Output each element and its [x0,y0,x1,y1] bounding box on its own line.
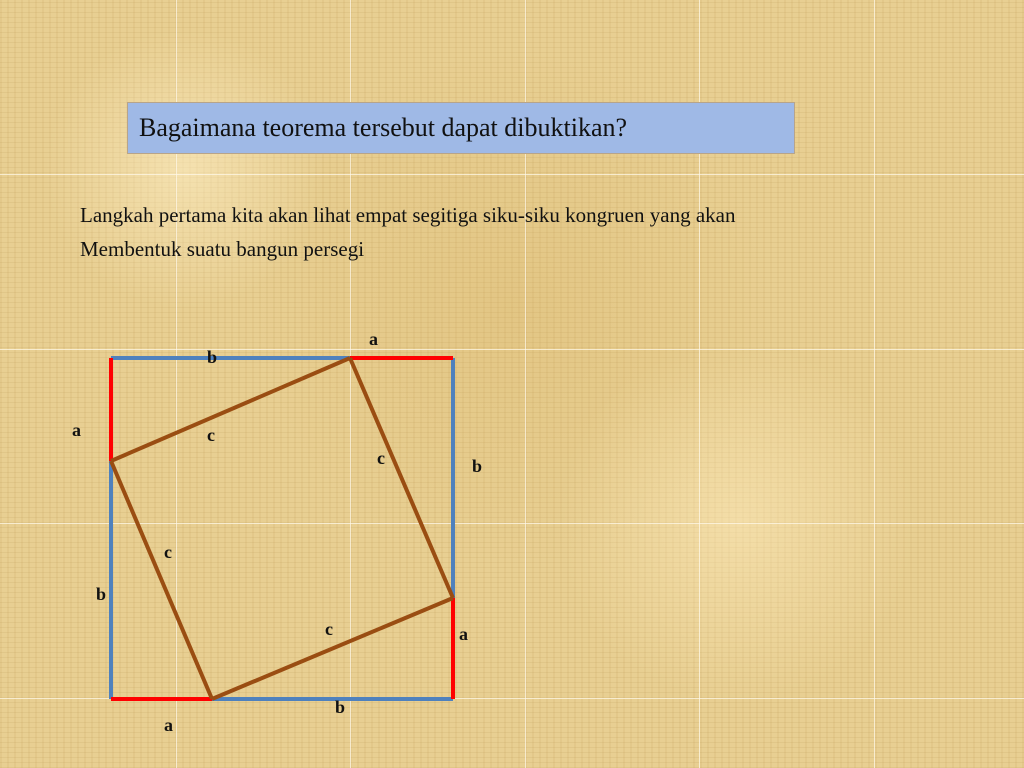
label-left-b: b [96,584,107,604]
label-top-b: b [207,347,218,367]
hypotenuse-top-right [350,358,453,598]
label-left-a: a [72,420,81,440]
label-c-left: c [164,542,172,562]
label-c-top-right: c [377,448,385,468]
label-right-a: a [459,624,468,644]
description-line-1: Langkah pertama kita akan lihat empat segitiga siku-siku kongruen yang akan [80,203,736,227]
label-c-top-left: c [207,425,215,445]
description-line-2: Membentuk suatu bangun persegi [80,237,365,261]
label-bottom-b: b [335,697,346,717]
label-bottom-a: a [164,715,173,735]
label-right-b: b [472,456,483,476]
label-top-a: a [369,329,378,349]
hypotenuse-top-left [111,358,350,461]
label-c-bottom: c [325,619,333,639]
hypotenuse-left [111,461,212,699]
slide-title: Bagaimana teorema tersebut dapat dibuktikan? [139,113,628,142]
hypotenuse-bottom [212,598,453,699]
